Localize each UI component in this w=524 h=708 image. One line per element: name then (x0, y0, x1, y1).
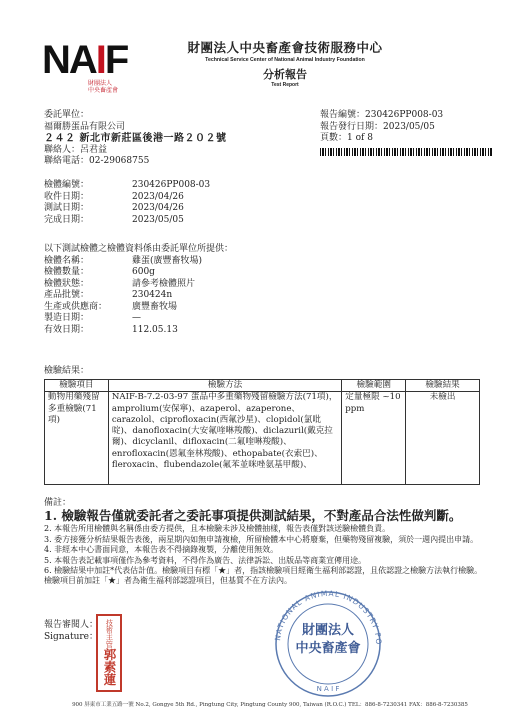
svg-text:中央畜產會: 中央畜產會 (295, 641, 361, 656)
results-table (44, 379, 480, 485)
client-contact: 聯絡人：呂君益 (44, 144, 108, 155)
provided-row: 檢體名稱： 雞蛋(廣豐畜牧場) (44, 255, 203, 266)
provided-intro: 以下測試檢體之檢體資料係由委託單位所提供： (44, 244, 234, 254)
note-item: 4. 非經本中心書面同意，本報告表不得摘錄複製，分離使用無效。 (44, 545, 279, 555)
report-header (150, 38, 420, 88)
reviewer-seal: 技術主管 郭素蓮 (96, 614, 122, 692)
note-item: 2. 本報告所用檢體與名稱係由委方提供，且本檢驗未涉及檢體抽樣，報告表僅對該送驗檢體負責。 (44, 524, 391, 534)
col-header-range: 檢驗範圍 (342, 380, 406, 392)
page-footer: 900 屏東市工業五路一號 No.2, Gongye 5th Rd., Pingtung City, Pingtung County 900, Taiwan (R.O.C.) TEL：886-8-7230341 FAX：886-8-7230385 (72, 702, 468, 708)
results-label: 檢驗結果： (44, 366, 90, 376)
client-phone: 聯絡電話：02-29068755 (44, 156, 150, 166)
notes-label: 備註： (44, 498, 72, 508)
results-header-row (45, 380, 480, 392)
notes (44, 498, 484, 587)
provided-row: 產品批號： 230424n (44, 290, 173, 300)
logo-subtitle: 財團法人 中央畜產會 (88, 80, 119, 94)
test-result: 未檢出 (406, 392, 480, 485)
provided-row: 有效日期： 112.05.13 (44, 324, 178, 335)
sample-info-row: 收件日期： 2023/04/26 (44, 191, 184, 202)
provided-row: 檢體數量： 600g (44, 267, 155, 277)
sample-info-row: 測試日期： 2023/04/26 (44, 203, 184, 213)
provided-row: 製造日期： — (44, 313, 141, 323)
test-item: 動物用藥殘留多重檢驗(71 項) (45, 392, 109, 485)
provided-row: 生產或供應商： 廣豐畜牧場 (44, 301, 178, 312)
signature-label: 報告審閱人： Signature： (44, 620, 99, 642)
page-count: 頁數：1 of 8 (320, 133, 373, 143)
provided-row: 檢體狀態： 請參考檢體照片 (44, 278, 196, 289)
note-item: 5. 本報告表記載事項僅作為參考資料，不得作為廣告、法律訴訟、出版品等商業宣傳用途。 (44, 555, 367, 565)
report-title-en: Test Report (271, 82, 299, 88)
barcode (320, 148, 492, 156)
col-header-method: 檢驗方法 (108, 380, 341, 392)
note-item: 6. 檢驗結果中加註*代表估計值。檢驗項目有標「★」者，指該檢驗項目經衛生福利部認證，且依認證之檢驗方法執行檢驗。檢驗項目前加註「★」者為衛生福利部認證項目，但基質不在方法內。 (44, 566, 483, 586)
sample-info-row: 完成日期： 2023/05/05 (44, 214, 184, 225)
sample-info (44, 180, 344, 226)
col-header-item: 檢驗項目 (45, 380, 109, 392)
note-item: 1. 檢驗報告僅就委託者之委託事項提供測試結果，不對產品合法性做判斷。 (44, 508, 462, 524)
col-header-result: 檢驗結果 (406, 380, 480, 392)
client-info (44, 110, 314, 168)
svg-text:NATIONAL ANIMAL INDUSTRY FOUND: NATIONAL ANIMAL INDUSTRY FO (273, 590, 384, 646)
client-address: ２４２ 新北市新莊區後港一路２０２號 (44, 133, 227, 144)
sample-info-row: 檢體編號： 230426PP008-03 (44, 180, 211, 190)
test-range: 定量極限 ~10 ppm (342, 392, 406, 485)
table-row (45, 392, 480, 485)
svg-text:N A I F: N A I F (316, 685, 340, 693)
client-unit: 福爾勝蛋品有限公司 (44, 121, 126, 132)
report-number: 報告編號：230426PP008-03 (320, 110, 444, 120)
note-item: 3. 委方接獲分析結果報告表後，兩星期內如無申請複檢，所留檢體本中心將廢棄，但藥物殘留複驗，須於一週內提出申請。 (44, 534, 479, 544)
org-name-zh: 財團法人中央畜產會技術服務中心 (187, 40, 383, 55)
test-method: NAIF-B-7.2-03-97 蛋品中多重藥物殘留檢驗方法(71項)，amprolium(安保寧)、azaperol、azaperone、carazolol、ciprofloxacin(西氟沙星)、clopidol(氯吡啶)、danofloxacin(大安氟喹啉羧酸)、diclazuril(戴克拉爾)、dicyclanil、difloxacin(二氟喹啉羧酸)、enrofloxacin(恩氟奎林羧酸)、ethopabate(衣索巴)、fleroxacin、flubendazole(氟苯並咪唑氨基甲酸)、 (108, 392, 341, 485)
provided-info (44, 244, 444, 336)
report-title-zh: 分析報告 (263, 68, 307, 81)
report-date: 報告發行日期：2023/05/05 (320, 121, 435, 132)
client-unit-label: 委託單位： (44, 110, 90, 120)
report-info (320, 110, 500, 156)
logo-text: NAIF (42, 38, 128, 82)
org-name-en: Technical Service Center of National Animal Industry Foundation (205, 57, 365, 63)
foundation-seal (262, 590, 394, 698)
svg-text:財團法人: 財團法人 (301, 623, 355, 638)
naif-logo (42, 38, 134, 100)
